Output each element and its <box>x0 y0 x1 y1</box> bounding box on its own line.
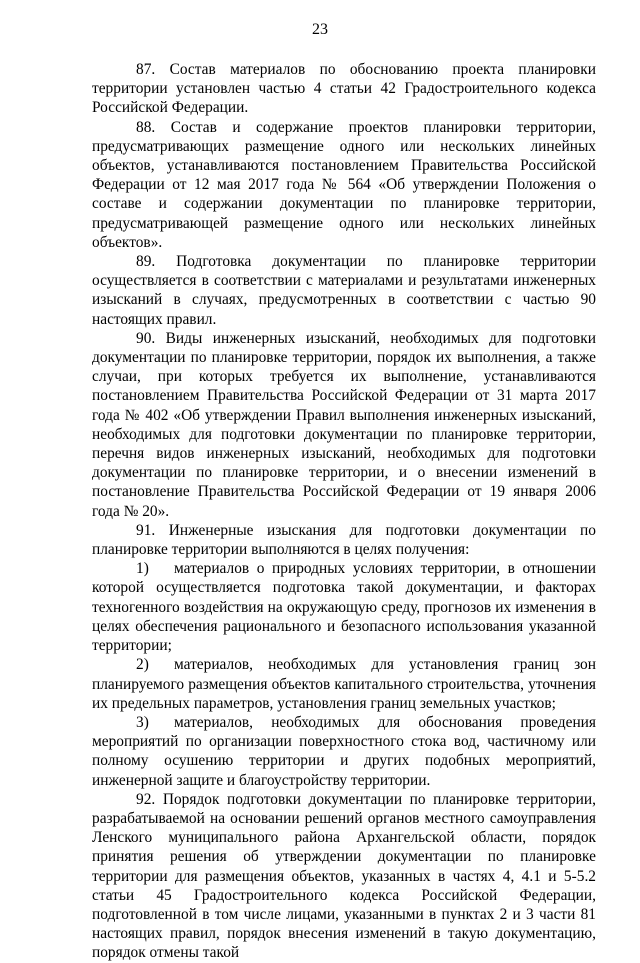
list-item-text: материалов, необходимых для обоснования проведения мероприятий по организации поверхностного стока вод, частичному или полному осушению территории и других подобных мероприятий, инженерной защите и благоустройству территории. <box>92 713 596 789</box>
paragraph-90: 90. Виды инженерных изысканий, необходимых для подготовки документации по планировке территории, порядок их выполнения, а также случаи, при которых требуется их выполнение, устанавливаются постановлением Правительства Российской Федерации от 31 марта 2017 года № 402 «Об утверждении Правил выполнения инженерных изысканий, необходимых для подготовки документации по планировке территории, перечня видов инженерных изысканий, необходимых для подготовки документации по планировке территории, и о внесении изменений в постановление Правительства Российской Федерации от 19 января 2006 года № 20». <box>92 329 596 520</box>
paragraph-89: 89. Подготовка документации по планировке территории осуществляется в соответствии с материалами и результатами инженерных изысканий в случаях, предусмотренных в соответствии с частью 90 настоящих правил. <box>92 253 596 328</box>
paragraph-91: 91. Инженерные изыскания для подготовки документации по планировке территории выполняются в целях получения: <box>92 521 596 559</box>
list-item-91-1 <box>92 559 596 655</box>
list-item-91-2 <box>92 655 596 713</box>
list-marker: 1) <box>136 560 149 578</box>
document-body <box>92 60 596 963</box>
paragraph-88: 88. Состав и содержание проектов планировки территории, предусматривающих размещение одного или нескольких линейных объектов, устанавливаются постановлением Правительства Российской Федерации от 12 мая 2017 года № 564 «Об утверждении Положения о составе и содержании документации по планировке территории, предусматривающей размещение одного или нескольких линейных объектов». <box>92 118 596 251</box>
list-item-91-3 <box>92 713 596 790</box>
paragraph-92: 92. Порядок подготовки документации по планировке территории, разрабатываемой на основании решений органов местного самоуправления Ленского муниципального района Архангельской области, порядок принятия решения об утверждении документации по планировке территории для размещения объектов, указанных в частях 4, 4.1 и 5-5.2 статьи 45 Градостроительного кодекса Российской Федерации, подготовленной в том числе лицами, указанными в пунктах 2 и 3 части 81 настоящих правил, порядок внесения изменений в такую документацию, порядок отмены такой <box>92 790 596 962</box>
list-item-text: материалов о природных условиях территории, в отношении которой осуществляется подготовка такой документации, и факторах техногенного воздействия на окружающую среду, прогнозов их изменения в целях обеспечения рационального и безопасного использования указанной территории; <box>92 560 596 655</box>
list-marker: 2) <box>136 656 149 674</box>
list-marker: 3) <box>136 713 149 731</box>
page-number: 23 <box>312 21 328 38</box>
list-item-text: материалов, необходимых для установления границ зон планируемого размещения объектов капитального строительства, уточнения их предельных параметров, установления границ земельных участков; <box>92 656 596 712</box>
paragraph-87: 87. Состав материалов по обоснованию проекта планировки территории установлен частью 4 статьи 42 Градостроительного кодекса Российской Федерации. <box>92 61 596 117</box>
